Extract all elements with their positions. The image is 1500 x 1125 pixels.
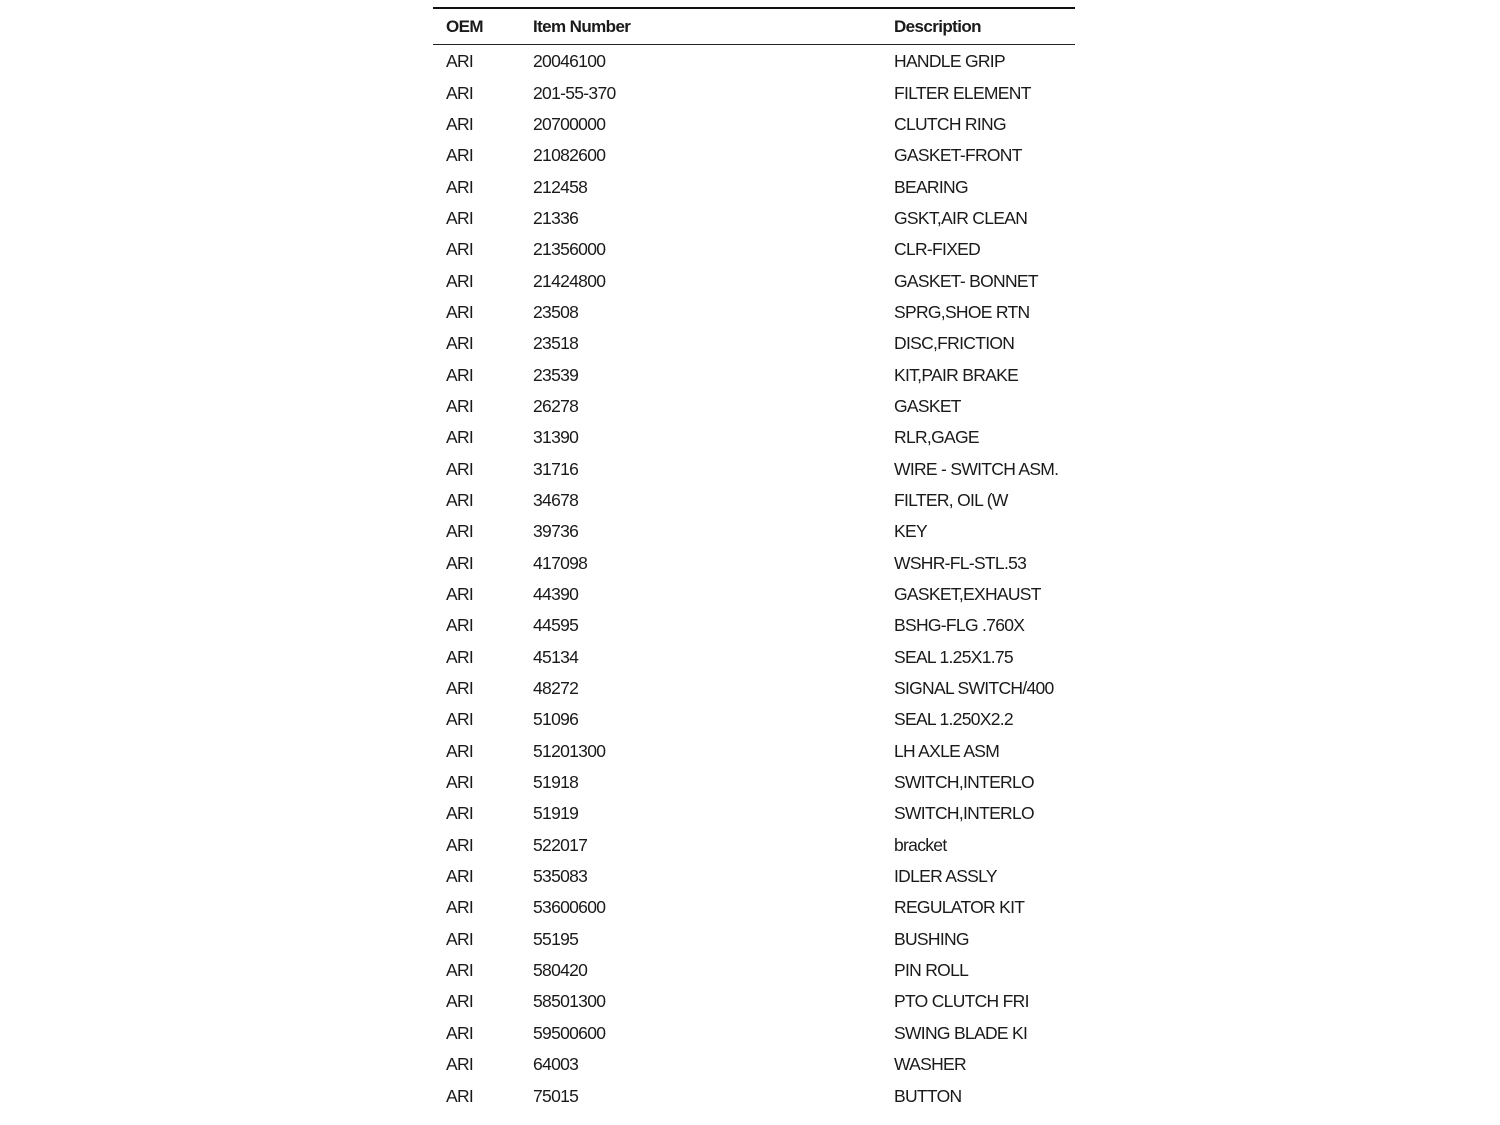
- cell-oem: ARI: [446, 51, 474, 72]
- cell-oem: ARI: [446, 772, 474, 793]
- cell-item-number: 580420: [533, 960, 588, 981]
- cell-oem: ARI: [446, 709, 474, 730]
- table-body: [433, 45, 1075, 1112]
- cell-item-number: 23539: [533, 364, 579, 385]
- cell-description: BEARING: [894, 176, 968, 197]
- cell-item-number: 34678: [533, 489, 579, 510]
- cell-oem: ARI: [446, 207, 474, 228]
- cell-oem: ARI: [446, 834, 474, 855]
- cell-item-number: 21356000: [533, 239, 606, 260]
- cell-item-number: 45134: [533, 646, 579, 667]
- cell-oem: ARI: [446, 646, 474, 667]
- cell-oem: ARI: [446, 584, 474, 605]
- cell-item-number: 212458: [533, 176, 588, 197]
- table-row: [433, 77, 1075, 108]
- cell-description: PIN ROLL: [894, 960, 969, 981]
- table-row: [433, 516, 1075, 547]
- cell-item-number: 39736: [533, 521, 579, 542]
- cell-description: SWING BLADE KI: [894, 1022, 1028, 1043]
- table-row: [433, 1018, 1075, 1049]
- table-row: [433, 422, 1075, 453]
- cell-oem: ARI: [446, 364, 474, 385]
- cell-oem: ARI: [446, 113, 474, 134]
- cell-item-number: 51201300: [533, 740, 606, 761]
- cell-item-number: 522017: [533, 834, 588, 855]
- cell-description: GASKET-FRONT: [894, 145, 1022, 166]
- table-row: [433, 767, 1075, 798]
- table-row: [433, 328, 1075, 359]
- table-row: [433, 610, 1075, 641]
- cell-description: BUSHING: [894, 928, 969, 949]
- cell-description: FILTER ELEMENT: [894, 82, 1031, 103]
- table-row: [433, 642, 1075, 673]
- cell-oem: ARI: [446, 740, 474, 761]
- cell-item-number: 31716: [533, 458, 579, 479]
- table-row: [433, 579, 1075, 610]
- table-row: [433, 359, 1075, 390]
- table-row: [433, 109, 1075, 140]
- cell-description: WIRE - SWITCH ASM.: [894, 458, 1059, 479]
- header-item-number: Item Number: [533, 16, 631, 36]
- cell-oem: ARI: [446, 176, 474, 197]
- cell-oem: ARI: [446, 960, 474, 981]
- cell-item-number: 535083: [533, 866, 588, 887]
- table-row: [433, 892, 1075, 923]
- cell-description: GASKET,EXHAUST: [894, 584, 1041, 605]
- table-row: [433, 1080, 1075, 1111]
- cell-description: bracket: [894, 834, 947, 855]
- cell-item-number: 21424800: [533, 270, 606, 291]
- cell-oem: ARI: [446, 145, 474, 166]
- cell-description: GSKT,AIR CLEAN: [894, 207, 1028, 228]
- table-row: [433, 736, 1075, 767]
- header-description: Description: [894, 16, 981, 36]
- cell-description: KIT,PAIR BRAKE: [894, 364, 1019, 385]
- table-row: [433, 46, 1075, 77]
- cell-oem: ARI: [446, 427, 474, 448]
- cell-oem: ARI: [446, 866, 474, 887]
- cell-oem: ARI: [446, 458, 474, 479]
- cell-item-number: 23518: [533, 333, 579, 354]
- table-row: [433, 234, 1075, 265]
- table-row: [433, 453, 1075, 484]
- table-row: [433, 924, 1075, 955]
- cell-oem: ARI: [446, 270, 474, 291]
- table-row: [433, 955, 1075, 986]
- table-row: [433, 171, 1075, 202]
- cell-item-number: 21082600: [533, 145, 606, 166]
- cell-description: REGULATOR KIT: [894, 897, 1025, 918]
- cell-oem: ARI: [446, 239, 474, 260]
- cell-item-number: 51918: [533, 772, 579, 793]
- cell-description: GASKET: [894, 395, 961, 416]
- table-row: [433, 548, 1075, 579]
- table-row: [433, 1049, 1075, 1080]
- cell-description: BUTTON: [894, 1085, 962, 1106]
- cell-oem: ARI: [446, 928, 474, 949]
- table-row: [433, 830, 1075, 861]
- cell-description: PTO CLUTCH FRI: [894, 991, 1029, 1012]
- cell-description: CLR-FIXED: [894, 239, 981, 260]
- cell-description: WSHR-FL-STL.53: [894, 552, 1027, 573]
- cell-item-number: 59500600: [533, 1022, 606, 1043]
- cell-oem: ARI: [446, 991, 474, 1012]
- cell-oem: ARI: [446, 333, 474, 354]
- cell-item-number: 417098: [533, 552, 588, 573]
- cell-item-number: 64003: [533, 1054, 579, 1075]
- cell-item-number: 48272: [533, 678, 579, 699]
- cell-item-number: 21336: [533, 207, 579, 228]
- cell-description: KEY: [894, 521, 927, 542]
- cell-item-number: 20700000: [533, 113, 606, 134]
- cell-oem: ARI: [446, 552, 474, 573]
- cell-oem: ARI: [446, 897, 474, 918]
- table-row: [433, 203, 1075, 234]
- cell-oem: ARI: [446, 1022, 474, 1043]
- table-row: [433, 391, 1075, 422]
- cell-description: DISC,FRICTION: [894, 333, 1015, 354]
- cell-description: BSHG-FLG .760X: [894, 615, 1025, 636]
- cell-description: SEAL 1.250X2.2: [894, 709, 1013, 730]
- cell-item-number: 31390: [533, 427, 579, 448]
- cell-item-number: 44595: [533, 615, 579, 636]
- cell-description: SPRG,SHOE RTN: [894, 301, 1030, 322]
- table-row: [433, 704, 1075, 735]
- cell-oem: ARI: [446, 489, 474, 510]
- cell-item-number: 58501300: [533, 991, 606, 1012]
- cell-description: HANDLE GRIP: [894, 51, 1005, 72]
- cell-oem: ARI: [446, 395, 474, 416]
- cell-oem: ARI: [446, 1054, 474, 1075]
- cell-description: SWITCH,INTERLO: [894, 803, 1034, 824]
- cell-item-number: 201-55-370: [533, 82, 616, 103]
- header-oem: OEM: [446, 16, 483, 36]
- cell-oem: ARI: [446, 521, 474, 542]
- cell-description: WASHER: [894, 1054, 966, 1075]
- cell-description: LH AXLE ASM: [894, 740, 1000, 761]
- table-row: [433, 297, 1075, 328]
- cell-item-number: 20046100: [533, 51, 606, 72]
- cell-description: SIGNAL SWITCH/400: [894, 678, 1054, 699]
- cell-description: SEAL 1.25X1.75: [894, 646, 1013, 667]
- table-row: [433, 798, 1075, 829]
- cell-description: RLR,GAGE: [894, 427, 979, 448]
- cell-item-number: 26278: [533, 395, 579, 416]
- cell-description: SWITCH,INTERLO: [894, 772, 1034, 793]
- table-row: [433, 265, 1075, 296]
- cell-item-number: 23508: [533, 301, 579, 322]
- table-row: [433, 986, 1075, 1017]
- table-row: [433, 140, 1075, 171]
- cell-item-number: 51096: [533, 709, 579, 730]
- cell-oem: ARI: [446, 82, 474, 103]
- cell-description: IDLER ASSLY: [894, 866, 997, 887]
- cell-item-number: 55195: [533, 928, 579, 949]
- cell-description: GASKET- BONNET: [894, 270, 1038, 291]
- cell-oem: ARI: [446, 678, 474, 699]
- cell-item-number: 44390: [533, 584, 579, 605]
- cell-oem: ARI: [446, 1085, 474, 1106]
- cell-oem: ARI: [446, 615, 474, 636]
- cell-item-number: 53600600: [533, 897, 606, 918]
- table-header: [433, 9, 1075, 45]
- cell-oem: ARI: [446, 803, 474, 824]
- parts-table: [433, 7, 1075, 1112]
- table-row: [433, 485, 1075, 516]
- cell-item-number: 75015: [533, 1085, 579, 1106]
- table-row: [433, 861, 1075, 892]
- cell-oem: ARI: [446, 301, 474, 322]
- cell-description: CLUTCH RING: [894, 113, 1006, 134]
- table-row: [433, 673, 1075, 704]
- cell-description: FILTER, OIL (W: [894, 489, 1008, 510]
- cell-item-number: 51919: [533, 803, 579, 824]
